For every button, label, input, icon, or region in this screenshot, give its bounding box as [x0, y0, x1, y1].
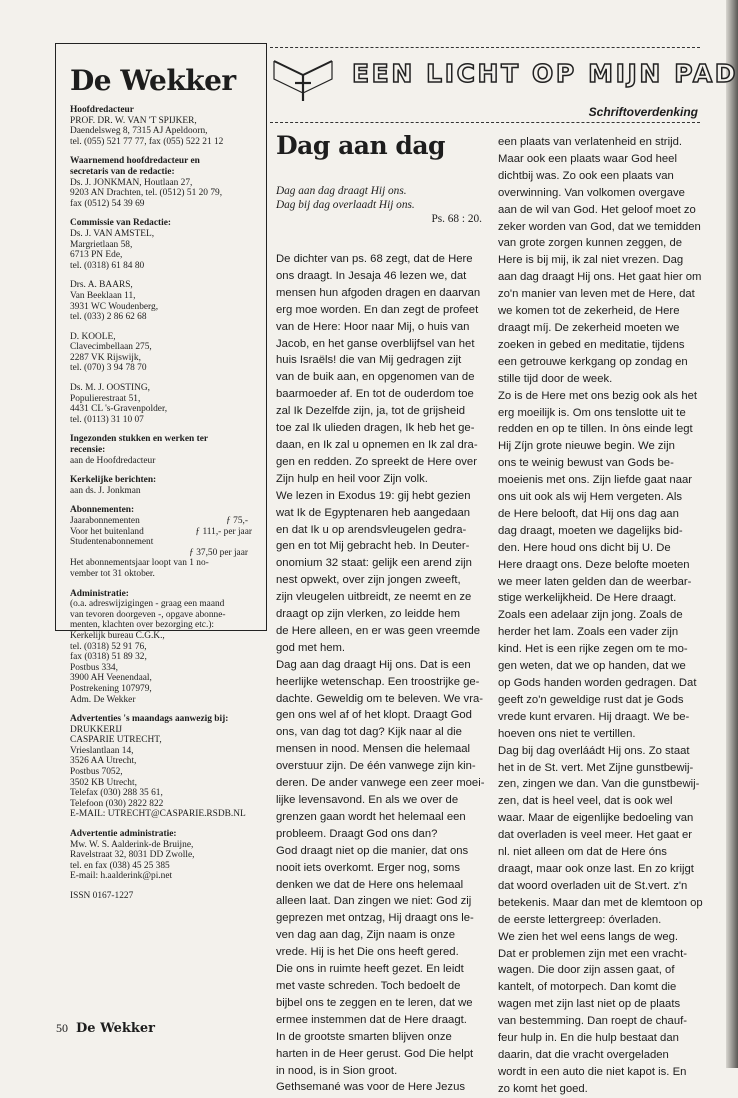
article-line: onomium 32 staat: gelijk een arend zijn [276, 557, 472, 570]
article-line: De dichter van ps. 68 zegt, dat de Here [276, 253, 473, 265]
epigraph: Dag aan dag draagt Hij ons. Dag bij dag overlaadt Hij ons. Ps. 68 : 20. [276, 185, 482, 225]
article-line: zo'n manier van leven met de Here, dat [498, 288, 695, 301]
section-heading: Kerkelijke berichten: [70, 475, 157, 486]
section-line: 3900 AH Veenendaal, [70, 673, 152, 684]
article-line: overwinning. Van volkomen overgave [498, 186, 685, 199]
article-line: baarmoeder af. En tot de ouderdom toe [276, 388, 474, 401]
section-line: Kerkelijk bureau C.G.K., [70, 630, 165, 641]
article-line: de Here alleen, en er was geen vreemde [276, 624, 481, 637]
section-line: fax (0512) 54 39 69 [70, 198, 145, 209]
section-line: tel. (070) 3 94 78 70 [70, 363, 147, 374]
section-line: 3526 AA Utrecht, [70, 756, 137, 767]
colophon-section [70, 891, 258, 902]
colophon-section [70, 829, 258, 882]
footer-publication-name: De Wekker [76, 1021, 156, 1036]
article-line: redden en op te tillen. In òns einde legt [498, 423, 693, 436]
article-line: dag draagt, moeten we dagelijks bid- [498, 524, 683, 537]
article-line: gen weten, dat we op handen, dat we [498, 660, 686, 673]
section-line: van tevoren doorgeven -, opgave abonne- [70, 609, 226, 620]
article-line: we meer laten gelden dan de weerbar- [498, 575, 692, 588]
article-line: aan de wil van God. Het geloof moet zo [498, 203, 696, 216]
section-subtitle: Schriftoverdenking [588, 105, 698, 119]
subscriptions-section: Abonnementen: Jaarabonnementen ƒ 75,- Voor het buitenland ƒ 111,- per jaar Studentenabonnement ƒ 37,50 per jaar Het abonnementsjaar loopt van 1 no- vember tot 31 oktober. [70, 505, 252, 579]
article-line: van bestemming. Dan roept de chauf- [498, 1015, 688, 1028]
article-line: vrede kunt ervaren. Hij draagt. We be- [498, 710, 690, 723]
article-line: kind. Het is een rijke zegen om te mo- [498, 643, 688, 656]
article-line: we komen tot de zekerheid, de Here [498, 305, 680, 318]
article-line: moeienis met ons. Zijn liefde gaat naar [498, 474, 693, 487]
article-line: Zo is de Here met ons bezig ook als het [498, 389, 698, 402]
article-line: draagt míj. De zekerheid moeten we [498, 321, 680, 334]
section-line: ISSN 0167-1227 [70, 891, 134, 901]
article-line: denken we dat de Here ons helemaal [276, 878, 464, 891]
article-line: Gethsemané was voor de Here Jezus [276, 1081, 466, 1094]
section-line: E-mail: h.aalderink@pi.net [70, 871, 173, 882]
article-line: toe zal Ik ulieden dragen, Ik heb het ge- [276, 422, 475, 435]
banner-bottom-rule [270, 122, 700, 123]
article-line: kantelt, of motorpech. Dan komt die [498, 981, 677, 994]
article-line: grenzen gaan wordt het helemaal een [276, 810, 466, 823]
article-line: van de Here: Hoor naar Mij, o huis van [276, 320, 470, 333]
section-line: tel. (0318) 61 84 80 [70, 260, 145, 271]
article-line: mensen hun afgoden dragen en daarvan [276, 286, 481, 299]
open-book-cross-icon [270, 53, 340, 103]
colophon-section [70, 475, 258, 496]
article-line: Dag aan dag draagt Hij ons. Dat is een [276, 658, 471, 671]
article-line: wagen. Die door zijn assen gaat, of [498, 964, 675, 977]
article-line: nooit iets overkomt. Erger nog, soms [276, 861, 460, 874]
article-line: gen ons wel af of het klopt. Draagt God [276, 709, 472, 722]
masthead: De Wekker [70, 64, 236, 97]
article-column-1 [276, 251, 485, 1096]
article-line: aan dag draagt Hij ons. Het gaat hier om [498, 271, 702, 284]
section-line: Populierestraat 51, [70, 393, 141, 404]
article-line: nest opwekt, over zijn jongen zweeft, [276, 574, 461, 587]
section-line: Drs. A. BAARS, [70, 280, 133, 291]
section-line: Postrekening 107979, [70, 683, 152, 694]
article-line: Die ons in ruimte heeft gezet. En leidt [276, 963, 464, 976]
section-line: tel. (0318) 52 91 76, [70, 641, 147, 652]
article-line: ven dag aan dag, Zijn naam is onze [276, 929, 455, 942]
article-line: Dat er problemen zijn met een vracht- [498, 947, 687, 960]
article-line: Zoals een adelaar zijn jong. Zoals de [498, 609, 683, 622]
article-line: Dag bij dag overláádt Hij ons. Zo staat [498, 744, 690, 757]
article-line: stige werkelijkheid. De Here draagt. [498, 592, 677, 605]
section-line: tel. en fax (038) 45 25 385 [70, 860, 170, 871]
colophon-section [70, 156, 258, 209]
section-line: (o.a. adreswijzigingen - graag een maand [70, 599, 225, 610]
article-line: ons uit ook als wij Hem vergeten. Als [498, 491, 682, 504]
section-line: tel. (033) 2 86 62 68 [70, 312, 147, 323]
article-line: een plaats van verlatenheid en strijd. [498, 136, 683, 148]
section-line: CASPARIE UTRECHT, [70, 735, 162, 746]
section-line: E-MAIL: UTRECHT@CASPARIE.RSDB.NL [70, 809, 246, 820]
section-heading: Administratie: [70, 588, 129, 599]
section-line: Mw. W. S. Aalderink-de Bruijne, [70, 839, 194, 850]
article-line: waar. Maar de eigenlijke bedoeling van [498, 812, 694, 825]
article-line: dat woord overladen uit de St.vert. z'n [498, 879, 688, 892]
section-heading: Hoofdredacteur [70, 105, 134, 115]
section-heading: Ingezonden stukken en werken ter [70, 434, 209, 445]
article-line: god met hem. [276, 641, 346, 654]
article-line: ons te weinig bewust van Gods be- [498, 457, 674, 470]
section-line: Vrieslantlaan 14, [70, 745, 134, 756]
page-number: 50 [56, 1021, 68, 1035]
article-line: harten in de Heer gerust. God Die helpt [276, 1047, 474, 1060]
colophon-section [70, 218, 258, 271]
article-line: Hij Zíjn grote nieuwe begin. We zijn [498, 440, 675, 453]
colophon-section [70, 589, 258, 706]
section-line: Telefax (030) 288 35 61, [70, 788, 163, 799]
article-line: feur hulp in. En die hulp bestaat dan [498, 1032, 679, 1045]
section-line: 6713 PN Ede, [70, 250, 123, 261]
article-title: Dag aan dag [276, 131, 445, 160]
article-line: We lezen in Exodus 19: gij hebt gezien [276, 489, 471, 502]
article-line: zijn vleugelen uitbreidt, ze neemt en ze [276, 591, 472, 604]
article-line: erg moe worden. En dan zegt de profeet [276, 303, 479, 316]
article-line: stille tijd door de week. [498, 372, 613, 385]
article-line: wordt in een auto die niet kapot is. En [498, 1065, 687, 1078]
section-line: 9203 AN Drachten, tel. (0512) 51 20 79, [70, 188, 223, 199]
article-line: zoeken in gebed en meditatie, tijdens [498, 338, 685, 351]
colophon-section [70, 280, 258, 322]
article-line: We zien het wel eens langs de weg. [498, 930, 679, 943]
colophon-section [70, 383, 258, 425]
article-line: van grote zorgen kunnen zeggen, de [498, 237, 683, 250]
article-line: draagt, maar ook onze last. En zo krijgt [498, 862, 694, 875]
section-line: 4431 CL 's-Gravenpolder, [70, 404, 168, 415]
article-line: probleem. Draagt God ons dan? [276, 827, 438, 840]
section-line: Postbus 7052, [70, 767, 123, 778]
section-heading: Waarnemend hoofdredacteur en [70, 156, 200, 167]
article-line: Zijn hulp en heil voor Zijn volk. [276, 472, 428, 485]
section-line: tel. (055) 521 77 77, fax (055) 522 21 12 [70, 136, 224, 147]
article-line: wagen met zijn last niet op de plaats [498, 998, 681, 1011]
article-line: Here is bij mij, ik zal niet vrezen. Dag [498, 254, 684, 267]
section-line: Van Beeklaan 11, [70, 290, 136, 301]
article-line: van de buik aan, en opgenomen van de [276, 371, 475, 384]
section-line: aan ds. J. Jonkman [70, 485, 141, 496]
section-line: D. KOOLE, [70, 331, 116, 342]
article-line: het in de St. vert. Met Zijne gunstbewij- [498, 761, 694, 774]
colophon-section [70, 332, 258, 374]
banner-title: EEN LICHT OP MIJN PAD [352, 59, 738, 88]
section-line: DRUKKERIJ [70, 724, 123, 735]
article-line: nl. niet alleen om dat de Here óns [498, 846, 667, 859]
section-heading: Commissie van Redactie: [70, 218, 172, 229]
article-line: lijke levensavond. En als we over de [276, 794, 459, 806]
section-line: Postbus 334, [70, 662, 118, 673]
article-line: zal Ik Dezelfde zijn, ja, tot de grijsheid [276, 405, 466, 418]
epigraph-reference: Ps. 68 : 20. [431, 213, 482, 225]
colophon-section [70, 434, 258, 466]
article-line: heerlijke wetenschap. Een troostrijke ge- [276, 675, 480, 688]
article-line: den. Here houd ons dicht bij U. De [498, 541, 671, 554]
article-line: met vaste schreden. Toch bedoelt de [276, 979, 461, 992]
article-line: daan, en Ik zal u opnemen en Ik zal dra- [276, 438, 478, 451]
article-line: ermee instemmen dat de Here draagt. [276, 1013, 467, 1026]
article-line: mensen in nood. Mensen die helemaal [276, 743, 471, 756]
section-line: Daendelsweg 8, 7315 AJ Apeldoorn, [70, 126, 208, 137]
article-line: draagt op zijn vlerken, zo leidde hem [276, 608, 460, 621]
article-line: deren. De ander vanwege een zeer moei- [276, 777, 485, 790]
article-line: dat overladen is veel meer. Het gaat er [498, 829, 693, 842]
article-line: zen, zingen we dan. Van die gunstbewij- [498, 778, 700, 791]
article-line: zeker worden van God, dat we temidden [498, 220, 701, 233]
section-heading: secretaris van de redactie: [70, 166, 175, 177]
section-line: aan de Hoofdredacteur [70, 455, 156, 466]
article-line: zo komt het goed. [498, 1082, 588, 1095]
article-line: hoeven ons niet te vertillen. [498, 727, 636, 740]
section-line: Telefoon (030) 2822 822 [70, 798, 164, 809]
section-line: menten, klachten over bezorging etc.): [70, 620, 215, 631]
article-line: overstuur zijn. De één vanwege zijn kin- [276, 760, 476, 773]
section-line: Ravelstraat 32, 8031 DD Zwolle, [70, 850, 195, 861]
section-line: Ds. J. JONKMAN, Houtlaan 27, [70, 177, 193, 188]
section-banner [270, 53, 738, 103]
section-line: fax (0318) 51 89 32, [70, 652, 147, 663]
article-line: Here draagt ons. Deze belofte moeten [498, 558, 690, 571]
section-line: 3931 WC Woudenberg, [70, 301, 159, 312]
section-line: 2287 VK Rijswijk, [70, 352, 141, 363]
article-line: Jacob, en het ganse overblijfsel van het [276, 337, 475, 350]
section-line: Adm. De Wekker [70, 694, 136, 705]
article-line: dichtbij was. Zo ook een plaats van [498, 169, 674, 182]
article-line: bijbel ons te zeggen en te leren, dat we [276, 996, 473, 1009]
article-line: geprezen met ontzag, Hij draagt ons le- [276, 912, 474, 925]
colophon-box [55, 43, 267, 901]
article-line: alleen laat. Dan zingen we niet: God zij [276, 895, 472, 908]
section-line: PROF. DR. W. VAN 'T SPIJKER, [70, 115, 197, 126]
article-line: God draagt niet op die manier, dat ons [276, 844, 469, 857]
article-line: zen, dat is heel veel, dat is ook wel [498, 795, 673, 808]
article-line: gen en redden. Zo spreekt de Here over [276, 455, 477, 468]
section-heading: Advertenties 's maandags aanwezig bij: [70, 714, 229, 725]
page-edge-shadow [726, 0, 738, 1068]
article-line: daarin, dat die vracht overgeladen [498, 1048, 669, 1061]
article-line: In de grootste smarten blijven onze [276, 1030, 452, 1043]
article-line: een getrouwe kerkgang op zondag en [498, 355, 688, 368]
article-line: en dat Ik u op arendsvleugelen gedra- [276, 523, 467, 536]
colophon-section [70, 714, 258, 820]
article-line: ons, van dag tot dag? Kijk naar al die [276, 726, 462, 739]
article-line: Maar ook een plaats waar God heel [498, 152, 677, 165]
article-line: wat Ik de Egyptenaren heb aangedaan [276, 506, 471, 519]
article-line: huis Israëls! die van Mij gedragen zijt [276, 354, 462, 367]
section-line: tel. (0113) 31 10 07 [70, 414, 144, 425]
section-line: Ds. M. J. OOSTING, [70, 383, 150, 394]
article-line: geeft zo'n geweldige rust dat je Gods [498, 693, 684, 706]
page-footer [56, 1021, 155, 1036]
article-line: dachte. Geweldig om te beleven. We vra- [276, 692, 484, 705]
article-line: herder het lam. Zoals een vader zijn [498, 626, 679, 639]
article-line: vrede. Hij is het Die ons heeft gered. [276, 946, 459, 959]
section-heading: recensie: [70, 445, 106, 456]
colophon-section [70, 105, 258, 147]
article-line: in nood, is in Sion groot. [276, 1064, 398, 1077]
article-line: op Gods handen worden gedragen. Dat [498, 677, 697, 689]
article-line: erg moeilijk is. Om ons tenslotte uit te [498, 406, 686, 419]
section-line: Margrietlaan 58, [70, 239, 133, 250]
article-line: de Here belooft, dat Hij ons dag aan [498, 507, 679, 520]
section-line: Clavecimbellaan 275, [70, 342, 152, 353]
article-line: de eerste lettergreep: óverladen. [498, 913, 662, 926]
section-heading: Advertentie administratie: [70, 829, 177, 840]
article-line: betekenis. Maar dan met de klemtoon op [498, 896, 703, 909]
article-column-2 [498, 134, 703, 1098]
article-line: gen en tot Mij gebracht heb. In Deuter- [276, 540, 470, 553]
top-dashed-rule [270, 47, 700, 48]
section-line: Ds. J. VAN AMSTEL, [70, 228, 155, 239]
article-line: ons draagt. In Jesaja 46 lezen we, dat [276, 269, 467, 282]
section-line: 3502 KB Utrecht, [70, 777, 137, 788]
